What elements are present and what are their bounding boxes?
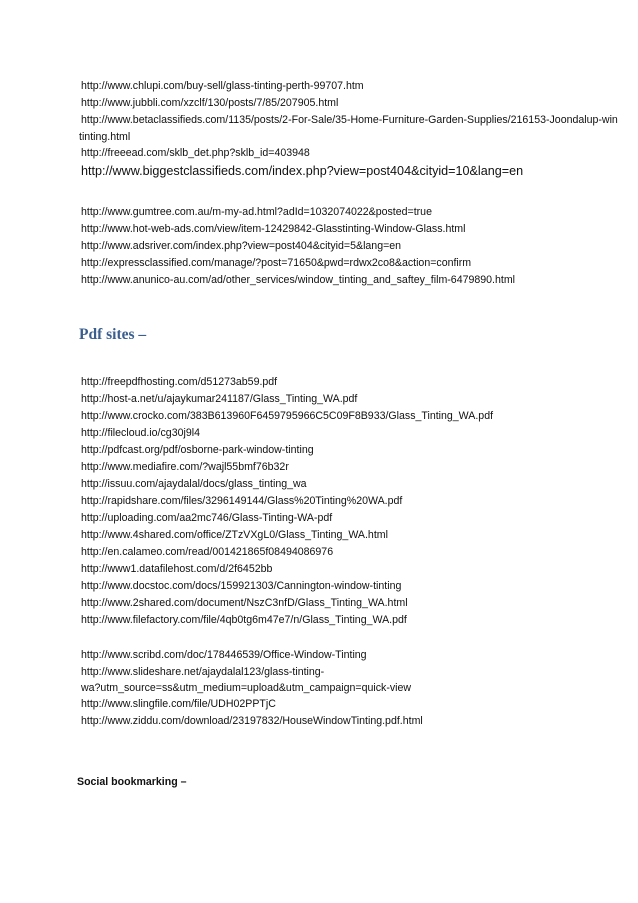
link-text: http://en.calameo.com/read/001421865f08494086976 (81, 546, 334, 558)
pdf-links-group-2 (81, 647, 638, 730)
link-text: http://www.anunico-au.com/ad/other_services/window_tinting_and_saftey_film-6479890.html (81, 274, 515, 286)
link-text: http://www.filefactory.com/file/4qb0tg6m47e7/n/Glass_Tinting_WA.pdf (81, 614, 407, 626)
pdf-sites-heading: Pdf sites – (79, 326, 147, 343)
link-text: http://host-a.net/u/ajaykumar241187/Glass_Tinting_WA.pdf (81, 393, 358, 405)
link-text: http://www.4shared.com/office/ZTzVXgL0/Glass_Tinting_WA.html (81, 529, 388, 541)
classified-links-group-2 (81, 204, 638, 289)
link-text: http://www.ziddu.com/download/23197832/HouseWindowTinting.pdf.html (81, 715, 423, 727)
link-text: http://www.scribd.com/doc/178446539/Office-Window-Tinting (81, 649, 367, 661)
link-text: http://www.jubbli.com/xzclf/130/posts/7/85/207905.html (81, 97, 339, 109)
classified-links-group-1 (81, 78, 638, 180)
link-text: http://rapidshare.com/files/3296149144/Glass%20Tinting%20WA.pdf (81, 495, 403, 507)
link-text: http://www.chlupi.com/buy-sell/glass-tinting-perth-99707.htm (81, 80, 364, 92)
link-text: http://issuu.com/ajaydalal/docs/glass_tinting_wa (81, 478, 307, 490)
link-text: http://www.hot-web-ads.com/view/item-12429842-Glasstinting-Window-Glass.html (81, 223, 466, 235)
pdf-links-group-1 (81, 374, 638, 629)
link-text: http://pdfcast.org/pdf/osborne-park-window-tinting (81, 444, 314, 456)
link-text: http://www.gumtree.com.au/m-my-ad.html?adId=1032074022&posted=true (81, 206, 432, 218)
link-text: http://www.docstoc.com/docs/159921303/Cannington-window-tinting (81, 580, 402, 592)
link-text: http://www.betaclassifieds.com/1135/posts/2-For-Sale/35-Home-Furniture-Garden-Supplies/216153-Joondalup-win (81, 114, 618, 126)
link-text: http://www.slingfile.com/file/UDH02PPTjC (81, 698, 276, 710)
link-text: http://freeead.com/sklb_det.php?sklb_id=403948 (81, 147, 310, 159)
link-text: http://www.2shared.com/document/NszC3nfD/Glass_Tinting_WA.html (81, 597, 408, 609)
link-text: http://www.crocko.com/383B613960F6459795966C5C09F8B933/Glass_Tinting_WA.pdf (81, 410, 494, 422)
link-text-continuation: wa?utm_source=ss&utm_medium=upload&utm_campaign=quick-view (81, 682, 412, 694)
link-text: http://uploading.com/aa2mc746/Glass-Tinting-WA-pdf (81, 512, 333, 524)
link-text-continuation: tinting.html (79, 131, 131, 143)
link-text: http://www.biggestclassifieds.com/index.php?view=post404&cityid=10&lang=en (81, 164, 524, 178)
link-text: http://www.mediafire.com/?wajl55bmf76b32r (81, 461, 289, 473)
link-text: http://www.adsriver.com/index.php?view=post404&cityid=5&lang=en (81, 240, 402, 252)
link-text: http://freepdfhosting.com/d51273ab59.pdf (81, 376, 278, 388)
link-text: http://filecloud.io/cg30j9l4 (81, 427, 200, 439)
link-text: http://expressclassified.com/manage/?post=71650&pwd=rdwx2co8&action=confirm (81, 257, 472, 269)
social-bookmarking-heading: Social bookmarking – (77, 776, 187, 788)
link-text: http://www1.datafilehost.com/d/2f6452bb (81, 563, 273, 575)
link-text: http://www.slideshare.net/ajaydalal123/glass-tinting- (81, 666, 325, 678)
